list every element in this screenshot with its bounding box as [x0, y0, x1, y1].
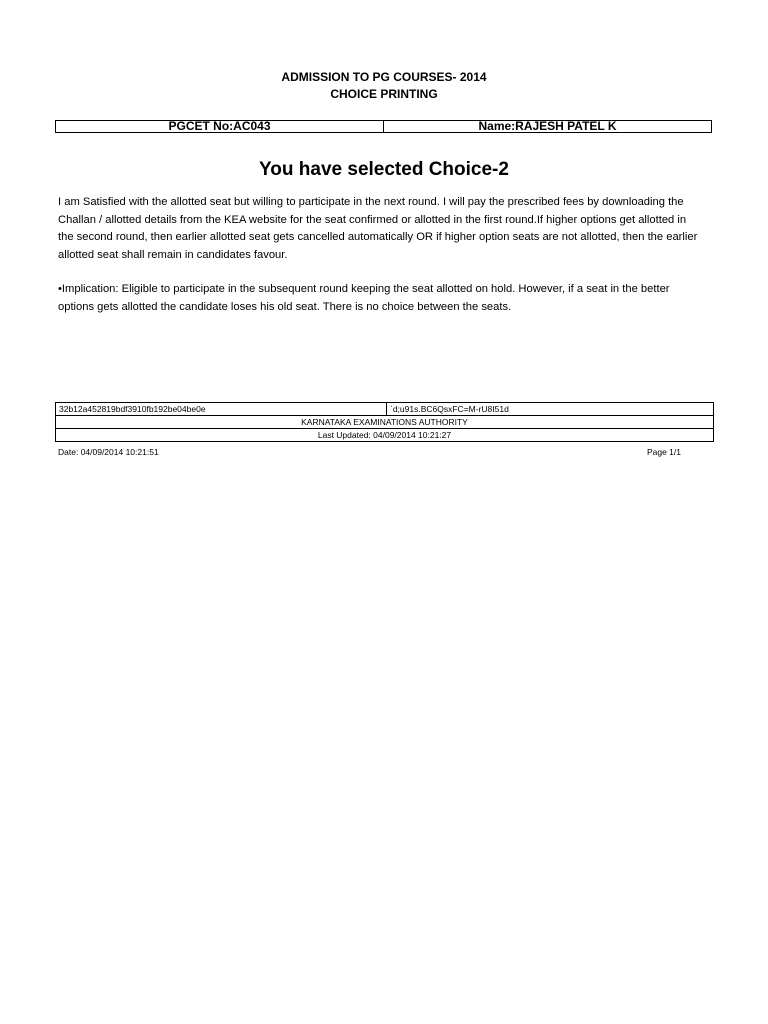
- pgcet-number: PGCET No:AC043: [168, 119, 271, 133]
- last-updated-cell: Last Updated: 04/09/2014 10:21:27: [56, 429, 714, 442]
- verification-table: [55, 402, 714, 442]
- candidate-info-table: [55, 120, 712, 133]
- table-row: [56, 403, 714, 416]
- choice-description: I am Satisfied with the allotted seat but willing to participate in the next round. I will pay the prescribed fees by downloading the Challan / allotted details from the KEA website for the seat confirmed or allotted in the first round.If higher options get allotted in the second round, then earlier allotted seat gets cancelled automatically OR if higher option seats are not allotted, then the earlier allotted seat shall remain in candidates favour.: [58, 196, 698, 261]
- page-number: Page 1/1: [646, 447, 681, 457]
- code-cell: `d;u91s.BC6QsxFC=M-rU8I51d: [387, 403, 714, 416]
- page-footer: [58, 447, 681, 457]
- candidate-name: Name:RAJESH PATEL K: [383, 121, 711, 132]
- authority-cell: KARNATAKA EXAMINATIONS AUTHORITY: [56, 416, 714, 429]
- hash-cell: 32b12a452819bdf3910fb192be04be0e: [56, 403, 387, 416]
- choice-heading: You have selected Choice-2: [259, 159, 509, 180]
- choice-implication: •Implication: Eligible to participate in the subsequent round keeping the seat allotted on hold. However, if a seat in the better options gets allotted the candidate loses his old seat. There is no choice between the seats.: [58, 283, 670, 313]
- document-title: ADMISSION TO PG COURSES- 2014: [281, 70, 487, 84]
- print-date: Date: 04/09/2014 10:21:51: [58, 447, 159, 457]
- document-subtitle: CHOICE PRINTING: [330, 87, 438, 101]
- table-row: [56, 416, 714, 429]
- table-row: [56, 429, 714, 442]
